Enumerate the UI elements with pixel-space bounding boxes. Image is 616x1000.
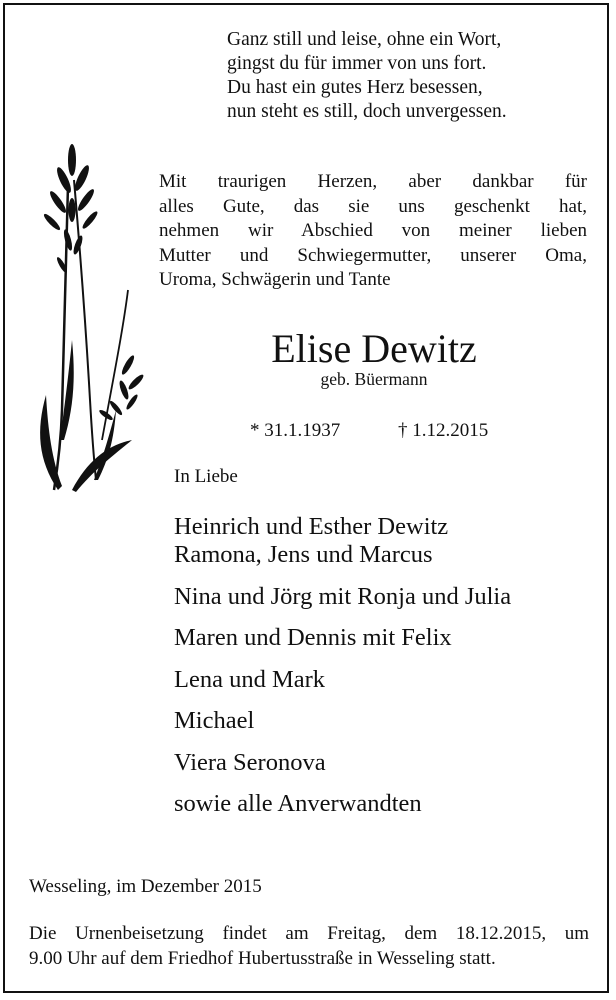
burial-line: 9.00 Uhr auf dem Friedhof Hubertusstraße in Wesseling statt.: [29, 947, 496, 969]
poem-line: gingst du für immer von uns fort.: [227, 53, 487, 74]
intro-line: Mit traurigen Herzen, aber dankbar für: [159, 171, 587, 192]
mourner-entry: Maren und Dennis mit Felix: [174, 624, 452, 651]
poem: [227, 28, 507, 124]
intro-line: Mutter und Schwiegermutter, unserer Oma,: [159, 244, 587, 266]
intro-text: [159, 170, 587, 293]
place-date: Wesseling, im Dezember 2015: [29, 876, 262, 897]
mourner-entry: Heinrich und Esther Dewitz: [174, 513, 449, 540]
mourner-entry: Lena und Mark: [174, 665, 326, 693]
intro-line: alles Gute, das sie uns geschenkt hat,: [159, 195, 587, 217]
deceased-name: Elise Dewitz: [271, 326, 477, 371]
poem-line: Du hast ein gutes Herz besessen,: [227, 77, 483, 98]
mourner-entry: Michael: [174, 707, 255, 734]
burial-notice: [29, 922, 589, 971]
birth-date: * 31.1.1937: [250, 420, 341, 441]
burial-line: Die Urnenbeisetzung findet am Freitag, dem 18.12.2015, um: [29, 923, 589, 944]
mourner-entry: Ramona, Jens und Marcus: [174, 541, 433, 568]
poem-line: Ganz still und leise, ohne ein Wort,: [227, 29, 502, 50]
mourners-list: [174, 513, 511, 832]
poem-line: nun steht es still, doch unvergessen.: [227, 101, 507, 122]
grass-plant-icon: [28, 140, 148, 495]
mourner-entry: Viera Seronova: [174, 748, 326, 776]
death-date: † 1.12.2015: [398, 420, 489, 441]
mourner-entry: Nina und Jörg mit Ronja und Julia: [174, 582, 512, 610]
intro-line: nehmen wir Abschied von meiner lieben: [159, 220, 587, 241]
in-love-label: In Liebe: [174, 466, 238, 487]
intro-line: Uroma, Schwägerin und Tante: [159, 269, 391, 290]
mourner-entry: sowie alle Anverwandten: [174, 790, 422, 817]
birth-name: geb. Büermann: [320, 369, 428, 389]
